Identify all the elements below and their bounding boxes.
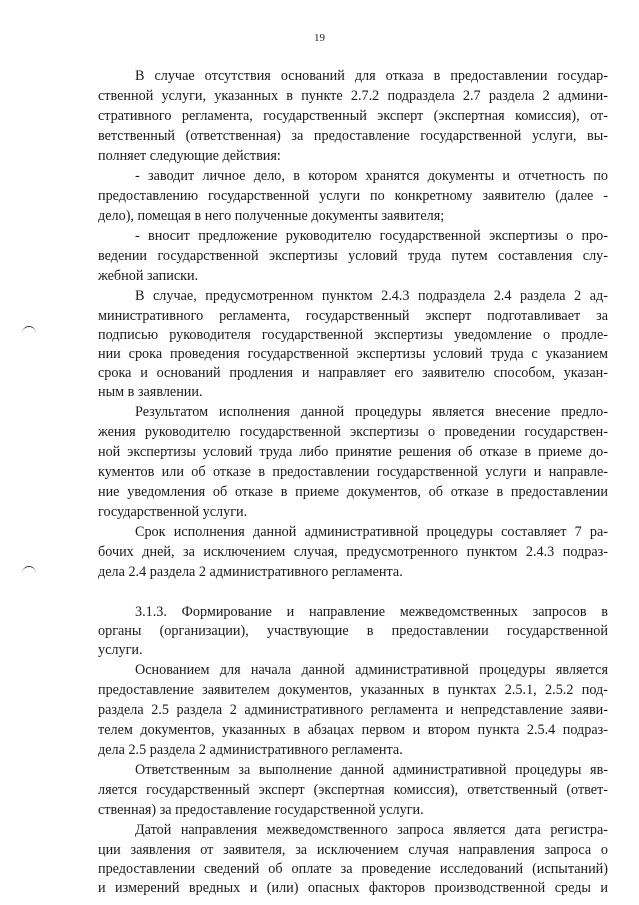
text-line: В случае отсутствия оснований для отказа в предоставлении государ-	[135, 68, 608, 84]
text-line: ляется государственный эксперт (экспертная комиссия), ответственный (ответ-	[98, 782, 608, 798]
text-line: предоставление заявителем документов, указанных в пунктах 2.5.1, 2.5.2 под-	[98, 682, 608, 698]
text-line: и измерений вредных и (или) опасных факторов производственной среды и	[98, 880, 608, 896]
section-heading: услуги.	[98, 642, 143, 658]
text-line: Датой направления межведомственного запроса является дата регистра-	[135, 822, 608, 838]
text-line: раздела 2.5 раздела 2 административного регламента и непредставление заяви-	[98, 702, 608, 718]
text-line: - вносит предложение руководителю государственной экспертизы о про-	[135, 228, 608, 244]
text-line: ной экспертизы условий труда либо принятие решения об отказе в приеме до-	[98, 444, 608, 460]
text-line: жения руководителю государственной экспертизы о проведении государствен-	[98, 424, 608, 440]
text-line: срока и оснований продления и направляет его заявителю способом, указан-	[98, 365, 608, 381]
text-line: подписью руководителя государственной экспертизы уведомление о продле-	[98, 327, 608, 343]
text-line: дело), помещая в него полученные документы заявителя;	[98, 208, 445, 224]
text-line: В случае, предусмотренном пунктом 2.4.3 подраздела 2.4 раздела 2 ад-	[135, 288, 608, 304]
text-line: полняет следующие действия:	[98, 148, 281, 164]
text-line: кументов или об отказе в предоставлении государственной услуги и направле-	[98, 464, 608, 480]
text-line: предоставлении сведений об оплате за проведение исследований (испытаний)	[98, 861, 608, 877]
section-heading: органы (организации), участвующие в предоставлении государственной	[98, 623, 608, 639]
text-line: ветственный (ответственная) за предоставление государственной услуги, вы-	[98, 128, 608, 144]
section-heading: 3.1.3. Формирование и направление межведомственных запросов в	[135, 604, 608, 620]
margin-mark	[22, 326, 36, 341]
text-line: ведении государственной экспертизы условий труда путем составления слу-	[98, 248, 608, 264]
text-line: телем документов, указанных в абзацах первом и втором пункта 2.5.4 подраз-	[98, 722, 608, 738]
text-line: Результатом исполнения данной процедуры является внесение предло-	[135, 404, 608, 420]
text-line: жебной записки.	[98, 268, 199, 284]
text-line: ции заявления от заявителя, за исключением случая направления запроса о	[98, 842, 608, 858]
text-line: ственной услуги, указанных в пункте 2.7.2 подраздела 2.7 раздела 2 админи-	[98, 88, 608, 104]
text-line: Ответственным за выполнение данной административной процедуры яв-	[135, 762, 608, 778]
text-line: Срок исполнения данной административной процедуры составляет 7 ра-	[135, 524, 608, 540]
text-line: Основанием для начала данной административной процедуры является	[135, 662, 608, 678]
margin-mark	[22, 566, 36, 581]
text-line: дела 2.4 раздела 2 административного регламента.	[98, 564, 403, 580]
text-line: государственной услуги.	[98, 504, 248, 520]
text-line: предоставлению государственной услуги по конкретному заявителю (далее -	[98, 188, 608, 204]
text-line: - заводит личное дело, в котором хранятся документы и отчетность по	[135, 168, 608, 184]
text-line: стративного регламента, государственный эксперт (экспертная комиссия), от-	[98, 108, 608, 124]
text-line: ние уведомления об отказе в приеме документов, об отказе в предоставлении	[98, 484, 608, 500]
text-line: министративного регламента, государственный эксперт подготавливает за	[98, 308, 608, 324]
page-number: 19	[314, 32, 325, 44]
text-line: ным в заявлении.	[98, 384, 203, 400]
text-line: дела 2.5 раздела 2 административного регламента.	[98, 742, 403, 758]
text-line: ственная) за предоставление государственной услуги.	[98, 802, 424, 818]
text-line: нии срока проведения государственной экспертизы условий труда с указанием	[98, 346, 608, 362]
text-line: бочих дней, за исключением случая, предусмотренного пунктом 2.4.3 подраз-	[98, 544, 608, 560]
